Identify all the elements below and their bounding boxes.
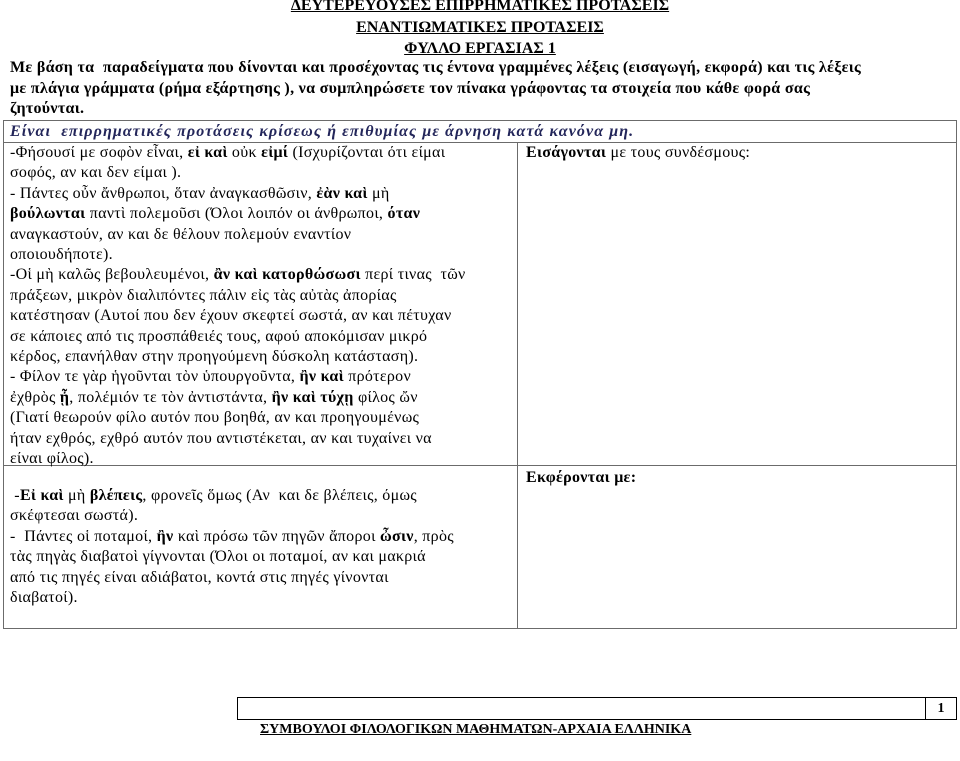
document-header [0,0,960,60]
text-line [10,506,511,526]
examples-text [10,486,511,608]
bold-keyword: βούλωνται [10,205,86,223]
introduction-row [4,143,956,466]
examples-text [10,143,511,470]
text-run: με τους συνδέσμους: [606,144,751,161]
text-run: - Πάντες οἱ ποταμοί, [10,527,157,545]
text-line [10,547,511,567]
bold-keyword: Εἰ καὶ [19,487,64,504]
bold-keyword: βλέπεις [89,487,143,504]
bold-keyword: ᾖ [59,388,70,406]
text-run: πρότερον [343,368,412,386]
text-run: κέρδος, επανήλθαν στην προηγούμενη δύσκολη κατάσταση). [10,348,419,366]
text-line [10,527,511,547]
text-run: φίλος ὤν [353,388,418,406]
text-line [10,286,511,306]
document-subtitle: ΕΝΑΝΤΙΩΜΑΤΙΚΕΣ ΠΡΟΤΑΣΕΙΣ [356,18,604,36]
text-run: ἐχθρὸς [10,388,60,406]
instructions-paragraph [10,58,950,120]
document-title: ΔΕΥΤΕΡΕΥΟΥΣΕΣ ΕΠΙΡΡΗΜΑΤΙΚΕΣ ΠΡΟΤΑΣΕΙΣ [290,0,670,14]
text-run: παντὶ πολεμοῦσι (Όλοι λοιπόν οι άνθρωποι, [85,205,388,223]
answer-prompt [526,143,948,163]
answer-cell-introduction [518,143,956,465]
bold-keyword: ὦσιν [379,527,414,545]
text-run: - [10,487,20,504]
text-line [10,486,511,506]
bold-keyword: ἂν καὶ κατορθώσωσι [213,266,361,284]
text-run: διαβατοί). [10,589,78,607]
instructions-line: ζητούνται. [10,100,85,117]
text-line [10,204,511,224]
text-run: (Ισχυρίζονται ότι είμαι [288,144,446,161]
text-line [10,429,511,449]
text-run: μὴ [63,487,90,504]
footer-title: ΣΥΜΒΟΥΛΟΙ ΦΙΛΟΛΟΓΙΚΩΝ ΜΑΘΗΜΑΤΩΝ-ΑΡΧΑΙΑ ΕΛΛΗΝΙΚΑ [260,722,692,737]
definition-text: Είναι επιρρηματικές προτάσεις κρίσεως ή επιθυμίας με άρνηση κατά κανόνα μη. [10,123,635,140]
text-run: σε κάποιες από τις προσπάθειές τους, αφού αποκόμισαν μικρό [10,327,428,345]
text-run: - Φίλον τε γὰρ ἡγοῦνται τὸν ὑπουργοῦντα, [10,368,300,386]
text-run: οὐκ [227,144,262,161]
text-line [10,163,511,183]
empty-line [10,468,511,486]
worksheet-number: ΦΥΛΛΟ ΕΡΓΑΣΙΑΣ 1 [404,40,556,57]
bold-keyword: ἢν καὶ τύχῃ [271,388,354,406]
text-run: οποιουδήποτε). [10,246,113,264]
text-line [10,367,511,387]
bold-keyword: ἢν καὶ [299,368,344,386]
definition-row [4,121,956,143]
exercise-table [3,120,957,629]
text-line [10,184,511,204]
text-line [10,388,511,408]
bold-keyword: όταν [387,205,421,223]
examples-cell [4,143,518,468]
text-run: περί τινας τῶν [360,266,466,284]
text-run: , πρὸς [413,527,454,545]
text-line [10,306,511,326]
page-footer [237,697,957,737]
page-number: 1 [937,701,945,716]
text-run: ήταν εχθρός, εχθρό αυτόν που αντιστέκεται, αν και τυχαίνει να [10,429,432,447]
instructions-line: με πλάγια γράμματα (ρήμα εξάρτησης ), να συμπληρώσετε τον πίνακα γράφοντας τα στοιχεία που κάθε φορά σας [10,79,811,97]
text-run: μὴ [367,184,390,202]
bold-keyword: ἐὰν καὶ [316,184,368,202]
answer-cell-expression [518,466,956,628]
text-run: καὶ πρόσω τῶν πηγῶν ἄποροι [173,527,380,545]
text-line [10,327,511,347]
text-run: είναι φίλος). [10,450,94,468]
text-line [10,568,511,588]
text-run: -Οἱ μὴ καλῶς βεβουλευμένοι, [10,266,214,284]
bold-keyword: ἢν [156,527,174,545]
text-run: (Γιατί θεωρούν φίλο αυτόν που βοηθά, αν και προηγουμένως [10,409,420,427]
examples-cell [4,466,518,628]
bold-keyword: Εκφέρονται με: [526,469,637,486]
text-run: πράξεων, μικρὸν διαλιπόντες πάλιν εἰς τὰς αὐτὰς ἀπορίας [10,286,397,304]
text-run: από τις πηγές είναι αδιάβατοι, κοντά στις πηγές γίνονται [10,568,389,586]
text-run: κατέστησαν (Αυτοί που δεν έχουν σκεφτεί σωστά, αν και πέτυχαν [10,307,452,325]
text-run: σκέφτεσαι σωστά). [10,507,139,525]
text-run: τὰς πηγὰς διαβατοὶ γίγνονται (Όλοι οι ποταμοί, αν και μακριά [10,548,426,566]
text-line [10,588,511,608]
text-run: , πολέμιόν τε τὸν ἀντιστάντα, [69,388,272,406]
text-line [10,225,511,245]
text-run: , φρονεῖς ὅμως (Αν και δε βλέπεις, όμως [142,487,417,504]
text-line [10,408,511,428]
bold-keyword: εἰμί [261,144,289,161]
text-line [10,265,511,285]
answer-prompt [526,468,948,488]
footer-title-cell [238,698,926,737]
text-run: σοφός, αν και δεν είμαι ). [10,164,182,182]
bold-keyword: Εισάγονται [526,144,607,161]
expression-row [4,466,956,628]
text-line [10,245,511,265]
text-line [10,347,511,367]
bold-keyword: εἰ καὶ [187,144,228,161]
text-run: -Φήσουσί με σοφὸν εἶναι, [10,144,188,161]
text-run: - Πάντες οὖν ἄνθρωποι, ὅταν ἀναγκασθῶσιν, [10,184,317,202]
text-line [10,143,511,163]
text-run: αναγκαστούν, αν και δε θέλουν πολεμούν εναντίον [10,225,352,243]
instructions-line: Με βάση τα παραδείγματα που δίνονται και προσέχοντας τις έντονα γραμμένες λέξεις (εισαγωγή, εκφορά) και τις λέξεις [10,59,862,76]
